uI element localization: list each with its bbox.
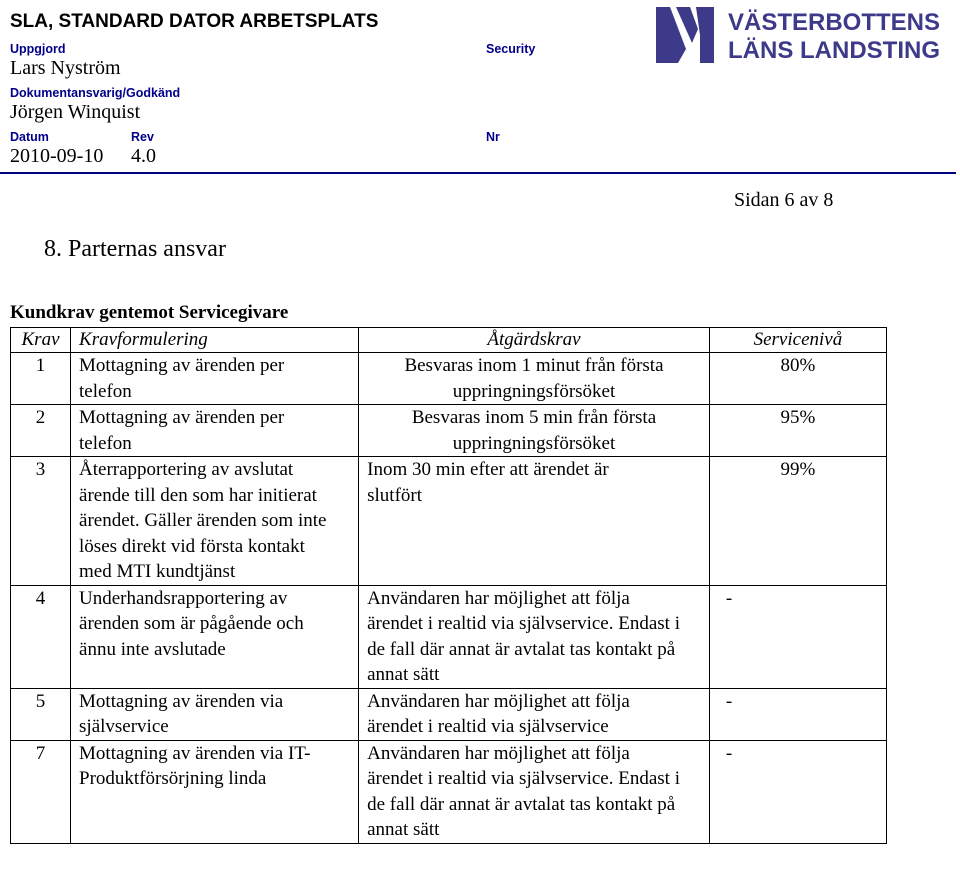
uppgjord-label: Uppgjord <box>10 42 66 56</box>
row-serviceniva: 80% <box>709 353 886 405</box>
header-serviceniva: Servicenivå <box>709 328 886 353</box>
row-atgardskrav: Besvaras inom 1 minut från första uppringningsförsöket <box>359 353 710 405</box>
table-row <box>11 457 887 586</box>
rev-value: 4.0 <box>131 145 156 167</box>
row-serviceniva: - <box>709 585 886 688</box>
logo-mark <box>656 7 714 63</box>
header-rule <box>0 172 956 174</box>
table-title: Kundkrav gentemot Servicegivare <box>10 302 289 323</box>
header-kravformulering: Kravformulering <box>71 328 359 353</box>
table-row <box>11 740 887 843</box>
dokumentansvarig-value: Jörgen Winquist <box>10 101 141 123</box>
table-row <box>11 353 887 405</box>
row-serviceniva: - <box>709 688 886 740</box>
dokumentansvarig-label: Dokumentansvarig/Godkänd <box>10 86 181 100</box>
row-atgardskrav: Användaren har möjlighet att följa ärendet i realtid via självservice. Endast i de fall där annat är avtalat tas kontakt på annat sätt <box>359 740 710 843</box>
organisation-logo <box>656 5 946 63</box>
table-row <box>11 405 887 457</box>
row-kravformulering: Mottagning av ärenden via självservice <box>71 688 359 740</box>
security-label: Security <box>486 42 536 56</box>
datum-value: 2010-09-10 <box>10 145 104 167</box>
row-serviceniva: - <box>709 740 886 843</box>
nr-label: Nr <box>486 130 500 144</box>
document-title: SLA, STANDARD DATOR ARBETSPLATS <box>10 11 379 32</box>
row-kravformulering: Underhandsrapportering av ärenden som är pågående och ännu inte avslutade <box>71 585 359 688</box>
row-atgardskrav: Besvaras inom 5 min från första uppringningsförsöket <box>359 405 710 457</box>
row-number: 2 <box>11 405 71 457</box>
row-atgardskrav: Inom 30 min efter att ärendet är slutfört <box>359 457 710 586</box>
row-serviceniva: 99% <box>709 457 886 586</box>
table-row <box>11 688 887 740</box>
logo-text-line2: LÄNS LANDSTING <box>728 37 940 63</box>
datum-label: Datum <box>10 130 49 144</box>
uppgjord-value: Lars Nyström <box>10 57 121 79</box>
rev-label: Rev <box>131 130 154 144</box>
page-number: Sidan 6 av 8 <box>734 189 834 211</box>
row-atgardskrav: Användaren har möjlighet att följa ärendet i realtid via självservice <box>359 688 710 740</box>
row-number: 4 <box>11 585 71 688</box>
row-kravformulering: Mottagning av ärenden via IT- Produktförsörjning linda <box>71 740 359 843</box>
row-number: 1 <box>11 353 71 405</box>
table-header-row <box>11 328 887 353</box>
row-number: 7 <box>11 740 71 843</box>
table-row <box>11 585 887 688</box>
row-kravformulering: Mottagning av ärenden per telefon <box>71 405 359 457</box>
row-atgardskrav: Användaren har möjlighet att följa ärendet i realtid via självservice. Endast i de fall där annat är avtalat tas kontakt på annat sätt <box>359 585 710 688</box>
row-number: 5 <box>11 688 71 740</box>
logo-text-line1: VÄSTERBOTTENS <box>728 9 941 36</box>
requirements-table <box>10 327 887 844</box>
row-kravformulering: Mottagning av ärenden per telefon <box>71 353 359 405</box>
row-number: 3 <box>11 457 71 586</box>
row-serviceniva: 95% <box>709 405 886 457</box>
header-krav: Krav <box>11 328 71 353</box>
header-atgardskrav: Åtgärdskrav <box>359 328 710 353</box>
section-heading: 8. Parternas ansvar <box>44 236 226 262</box>
row-kravformulering: Återrapportering av avslutat ärende till den som har initierat ärendet. Gäller ärenden som inte löses direkt vid första kontakt med MTI kundtjänst <box>71 457 359 586</box>
